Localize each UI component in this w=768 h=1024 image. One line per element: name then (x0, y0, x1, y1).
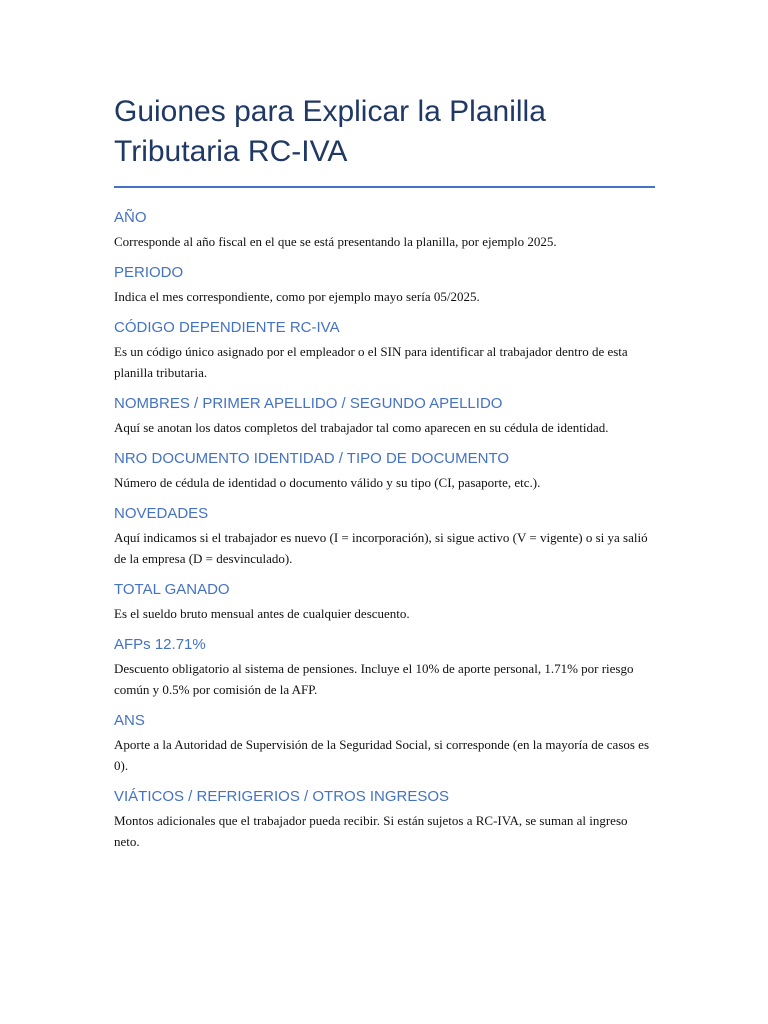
section-text: Es el sueldo bruto mensual antes de cualquier descuento. (114, 606, 410, 621)
document-page (114, 92, 654, 863)
section-heading: AÑO (114, 209, 147, 226)
document-title (114, 92, 654, 172)
section-periodo (114, 263, 654, 307)
sections-list (114, 208, 654, 852)
section-text: Aquí se anotan los datos completos del trabajador tal como aparecen en su cédula de identidad. (114, 420, 609, 435)
section-text: Corresponde al año fiscal en el que se está presentando la planilla, por ejemplo 2025. (114, 234, 557, 249)
section-heading: CÓDIGO DEPENDIENTE RC-IVA (114, 319, 340, 336)
section-codigo-dependiente (114, 318, 654, 383)
section-text: Es un código único asignado por el empleador o el SIN para identificar al trabajador dentro de esta planilla tributaria. (114, 344, 628, 380)
section-heading: NOVEDADES (114, 505, 209, 522)
section-text: Número de cédula de identidad o documento válido y su tipo (CI, pasaporte, etc.). (114, 475, 541, 490)
section-viaticos (114, 787, 654, 852)
section-heading: PERIODO (114, 264, 184, 281)
section-text: Montos adicionales que el trabajador pueda recibir. Si están sujetos a RC-IVA, se suman al ingreso neto. (114, 813, 628, 849)
section-text: Indica el mes correspondiente, como por ejemplo mayo sería 05/2025. (114, 289, 480, 304)
section-nombres (114, 394, 654, 438)
section-heading: TOTAL GANADO (114, 581, 230, 598)
section-heading: VIÁTICOS / REFRIGERIOS / OTROS INGRESOS (114, 788, 450, 805)
section-ans (114, 711, 654, 776)
section-nro-documento (114, 449, 654, 493)
title-divider (114, 186, 655, 188)
section-heading: ANS (114, 712, 145, 729)
section-heading: NRO DOCUMENTO IDENTIDAD / TIPO DE DOCUMENTO (114, 450, 510, 467)
section-heading: AFPs 12.71% (114, 636, 206, 653)
section-total-ganado (114, 580, 654, 624)
section-text: Descuento obligatorio al sistema de pensiones. Incluye el 10% de aporte personal, 1.71% por riesgo común y 0.5% por comisión de la AFP. (114, 661, 634, 697)
document-title-line-1: Guiones para Explicar la Planilla (114, 95, 546, 128)
section-heading: NOMBRES / PRIMER APELLIDO / SEGUNDO APELLIDO (114, 395, 503, 412)
section-ano (114, 208, 654, 252)
section-novedades (114, 504, 654, 569)
section-afps (114, 635, 654, 700)
document-title-line-2: Tributaria RC-IVA (114, 135, 348, 168)
section-text: Aquí indicamos si el trabajador es nuevo (I = incorporación), si sigue activo (V = vigente) o si ya salió de la empresa (D = desvinculado). (114, 530, 648, 566)
section-text: Aporte a la Autoridad de Supervisión de la Seguridad Social, si corresponde (en la mayoría de casos es 0). (114, 737, 650, 773)
